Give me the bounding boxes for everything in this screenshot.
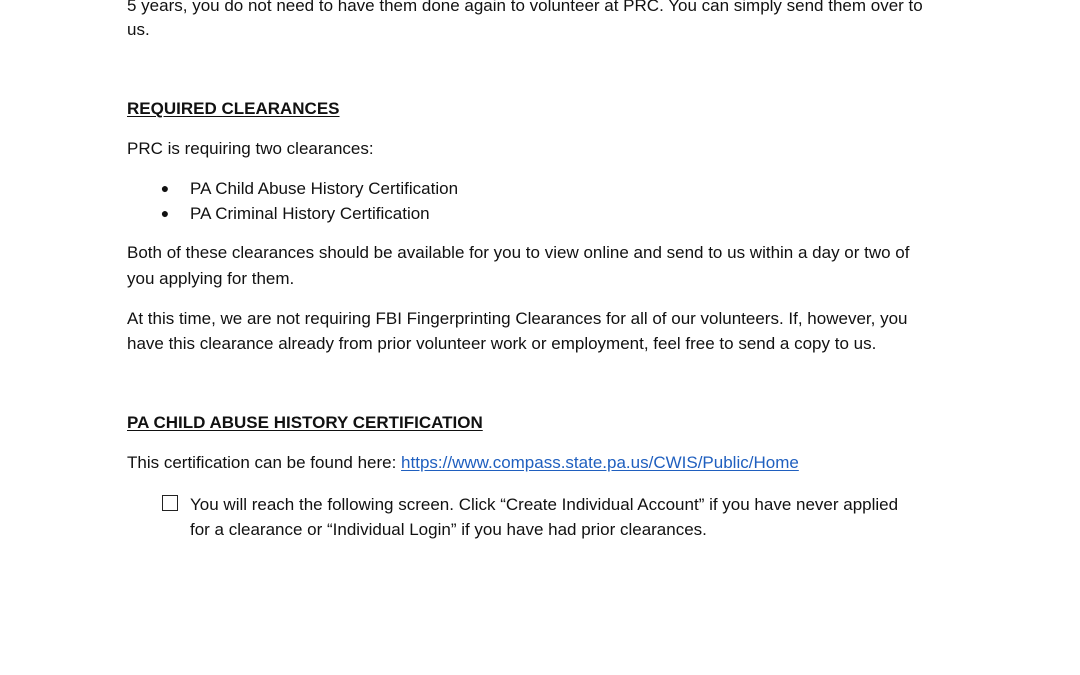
fbi-paragraph-line-2: have this clearance already from prior volunteer work or employment, feel free to send a copy to us. — [127, 334, 877, 353]
intro-line-2: us. — [127, 20, 150, 39]
required-clearances-intro: PRC is requiring two clearances: — [127, 139, 374, 158]
checklist-text-line-1: You will reach the following screen. Click “Create Individual Account” if you have never applied — [190, 495, 899, 514]
intro-line-1: 5 years, you do not need to have them done again to volunteer at PRC. You can simply send them over to — [127, 0, 923, 15]
list-item-text: PA Criminal History Certification — [190, 204, 430, 223]
checklist-text-line-2: for a clearance or “Individual Login” if you have had prior clearances. — [190, 520, 707, 539]
bullet-icon: ● — [160, 205, 170, 221]
child-abuse-heading: PA CHILD ABUSE HISTORY CERTIFICATION — [127, 413, 483, 432]
list-item-text: PA Child Abuse History Certification — [190, 179, 459, 198]
checklist-checkbox[interactable] — [162, 495, 178, 511]
found-here-line — [127, 450, 799, 475]
bullet-icon: ● — [160, 180, 170, 196]
availability-paragraph-line-1: Both of these clearances should be available for you to view online and send to us within a day or two of — [127, 243, 910, 262]
compass-link[interactable]: https://www.compass.state.pa.us/CWIS/Public/Home — [401, 453, 799, 472]
availability-paragraph-line-2: you applying for them. — [127, 269, 295, 288]
fbi-paragraph-line-1: At this time, we are not requiring FBI Fingerprinting Clearances for all of our volunteers. If, however, you — [127, 309, 908, 328]
found-here-label: This certification can be found here: — [127, 453, 402, 472]
required-clearances-heading: REQUIRED CLEARANCES — [127, 99, 340, 118]
